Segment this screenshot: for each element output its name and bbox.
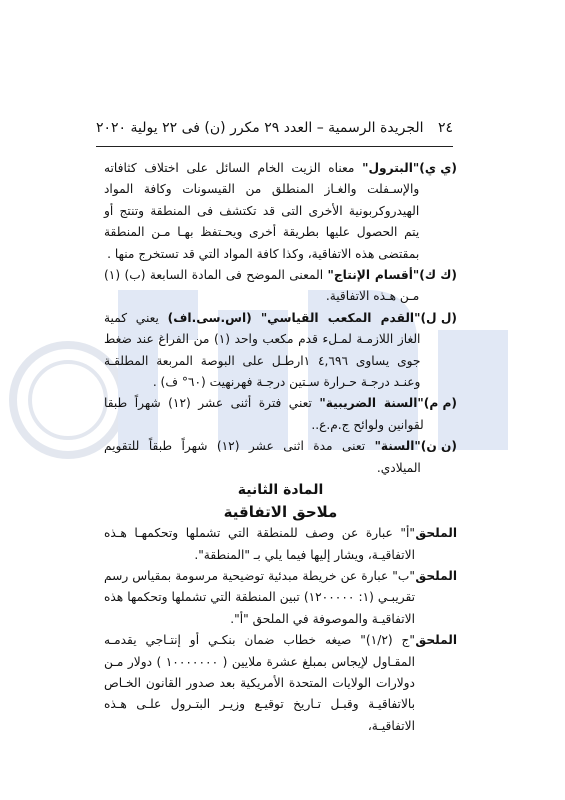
page-header xyxy=(96,118,453,147)
annex-b xyxy=(104,566,457,630)
definition-description: معناه الزيت الخام السائل على اختلاف كثافاته والإسـفلت والغـاز المنطلق من القيسونات وكافة المواد الهيدروكربونية الأخرى التى قد تكتشف فى المنطقة وتنتج أو يتم الحصول عليها بطريقة أخرى ويحـتفظ بهـا مـن المنطقة بمقتضى هذه الاتفاقية، وكذا كافة المواد التي قد تستخرج منها . xyxy=(104,161,420,261)
definition-term: "السنة" xyxy=(374,439,421,454)
definition-description: تعنى مدة اثنى عشر (١٢) شهراً طبقاً للتقويم الميلادي. xyxy=(104,439,421,475)
gazette-header-title: الجريدة الرسمية – العدد ٢٩ مكرر (ن) فى ٢٢ يولية ٢٠٢٠ xyxy=(96,120,424,136)
definition-term: "القدم المكعب القياسي" (اس.سى.اف) xyxy=(167,310,421,325)
definition-label: (ن ن) xyxy=(420,439,457,454)
definition-text xyxy=(104,265,419,308)
definition-label: (م م) xyxy=(423,396,457,411)
annex-text: "ج (١/٢)" صيغه خطاب ضمان بنكـي أو إنتـاجي يقدمـه المقـاول لإيجاس بمبلغ عشرة ملايين ( ١٠٠٠٠٠٠٠ ) دولار مـن دولارات الولايات المتحدة الأمريكية بعد صدور القانون الخـاص بالاتفاقيـة وقبـل تـاريخ توقيـع وزيـر البتـرول علـى هـذه الاتفاقيـة، xyxy=(104,633,415,733)
annex-text: "أ" عبارة عن وصف للمنطقة التي تشملها وتحكمهـا هـذه الاتفاقيـة، ويشار إليها فيما يلي بـ "المنطقة". xyxy=(104,526,415,562)
page-number: ٢٤ xyxy=(437,120,453,136)
definition-yy xyxy=(104,158,457,265)
annex-c xyxy=(104,630,457,737)
definition-label: (ي ي) xyxy=(419,161,457,175)
document-body xyxy=(104,158,457,737)
definition-description: المعنى الموضح فى المادة السابعة (ب) (١) مـن هـذه الاتفاقية. xyxy=(104,268,420,304)
annexes-heading: ملاحق الاتفاقية xyxy=(223,503,338,522)
definition-term: "أقسام الإنتاج" xyxy=(327,268,420,283)
definition-term: "البترول" xyxy=(362,161,420,175)
definition-text xyxy=(104,308,420,394)
article-heading: المادة الثانية xyxy=(237,482,324,499)
definition-label: (ل ل) xyxy=(420,310,457,325)
definition-text xyxy=(104,393,424,436)
definition-ll xyxy=(104,308,457,394)
definition-description: تعني فترة أثنى عشر (١٢) شهراً طبقا لقوانين ولوائح ج.م.ع.. xyxy=(104,396,424,432)
definition-nn xyxy=(104,436,457,479)
annex-text: "ب" عبارة عن خريطة مبدئية توضيحية مرسومة بمقياس رسم تقريبـي (١: ١٢٠٠٠٠٠) تبين المنطقة التي تشملها وتحكمها هذه الاتفاقيـة والموصوفة في الملحق "أ". xyxy=(104,568,415,626)
definition-mm xyxy=(104,393,457,436)
annex-a xyxy=(104,523,457,566)
annex-label: الملحق xyxy=(415,526,457,541)
definition-kk xyxy=(104,265,457,308)
definition-label: (ك ك) xyxy=(419,268,457,283)
definition-text xyxy=(104,158,419,265)
definition-description: يعني كمية الغاز اللازمـة لمـلء قدم مكعب واحد (١) من الفراغ عند ضغط جوى يساوى ٤,٦٩٦ ١ارطـل على البوصة المربعة المطلقـة وعنـد درجـة حـرارة سـتين درجـة فهرنهيت (٦٠° ف) . xyxy=(104,310,421,390)
annex-label: الملحق xyxy=(415,568,457,583)
definition-term: "السنة الضريبية" xyxy=(319,396,424,411)
definition-text xyxy=(104,436,421,479)
annex-label: الملحق xyxy=(415,633,457,648)
